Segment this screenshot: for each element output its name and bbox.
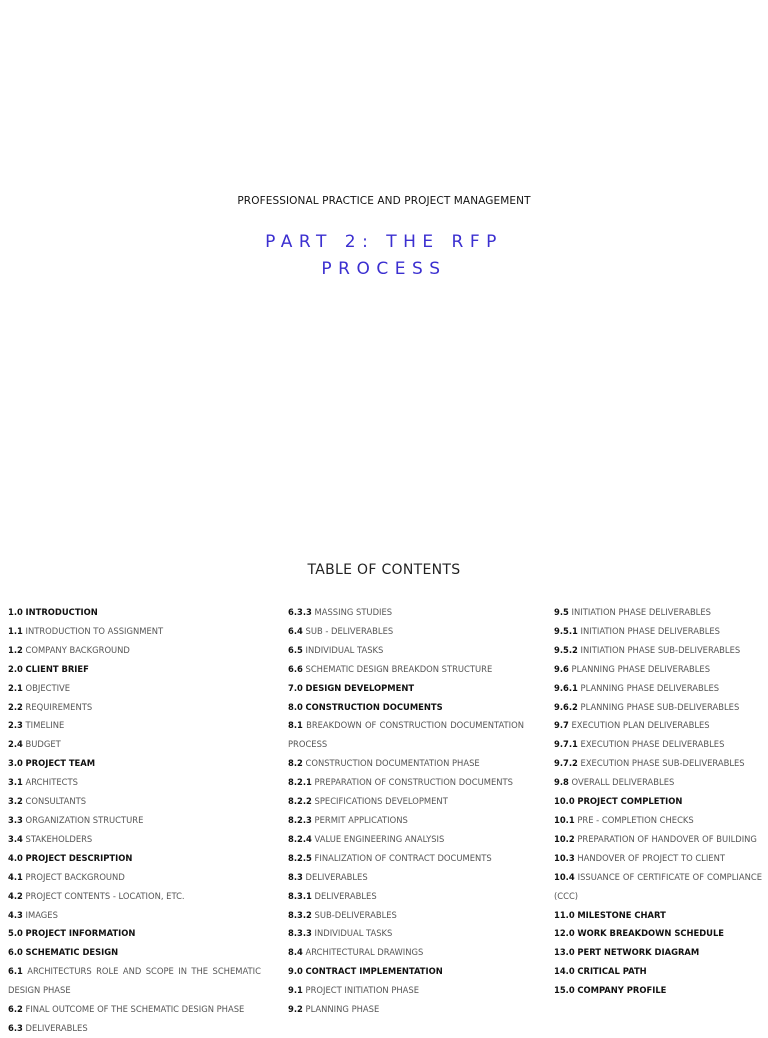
- toc-entry-number: 9.7.1: [554, 739, 578, 750]
- toc-entry: [554, 792, 762, 811]
- toc-entry-number: 1.2: [8, 644, 23, 655]
- toc-entry-label: PROJECT DESCRIPTION: [25, 852, 133, 863]
- toc-entry: [554, 679, 762, 698]
- toc-entry: [8, 603, 261, 622]
- toc-entry: [288, 773, 524, 792]
- toc-entry-number: 9.7.2: [554, 758, 578, 769]
- toc-entry: [8, 868, 261, 887]
- toc-entry-number: 11.0: [554, 909, 575, 920]
- toc-entry-label: SCHEMATIC DESIGN: [25, 947, 119, 958]
- toc-entry: [554, 849, 762, 868]
- toc-entry-label: SCHEMATIC DESIGN BREAKDON STRUCTURE: [305, 663, 493, 674]
- toc-entry: [554, 962, 762, 981]
- toc-entry-number: 5.0: [8, 928, 23, 939]
- toc-entry-label: HANDOVER OF PROJECT TO CLIENT: [577, 852, 725, 863]
- toc-entry-number: 1.0: [8, 607, 23, 617]
- toc-entry-number: 10.2: [554, 833, 575, 844]
- toc-entry-number: 6.3: [8, 1022, 23, 1033]
- toc-entry-label: FINAL OUTCOME OF THE SCHEMATIC DESIGN PHASE: [25, 1004, 245, 1015]
- toc-entry-number: 1.1: [8, 625, 23, 636]
- toc-entry: [8, 887, 261, 906]
- toc-entry-label: INTRODUCTION: [25, 607, 98, 617]
- toc-entry: [8, 849, 261, 868]
- toc-entry-label: PROJECT COMPLETION: [577, 796, 683, 807]
- toc-entry-number: 6.1: [8, 966, 23, 977]
- toc-entry-number: 8.2.2: [288, 796, 312, 807]
- toc-entry-number: 6.4: [288, 625, 303, 636]
- toc-entry-number: 2.0: [8, 663, 23, 674]
- toc-entry-label: IMAGES: [25, 909, 58, 920]
- toc-entry-label: CLIENT BRIEF: [25, 663, 89, 674]
- toc-entry: [288, 924, 524, 943]
- toc-entry: [554, 622, 762, 641]
- toc-entry-number: 6.2: [8, 1004, 23, 1015]
- toc-entry: [288, 754, 524, 773]
- toc-entry-number: 8.0: [288, 701, 303, 712]
- toc-entry-label: CONSTRUCTION DOCUMENTS: [305, 701, 443, 712]
- toc-entry: [8, 754, 261, 773]
- toc-entry-label: MASSING STUDIES: [314, 607, 393, 617]
- toc-entry-number: 3.3: [8, 814, 23, 825]
- toc-entry-label: CONSULTANTS: [25, 796, 87, 807]
- toc-entry-number: 8.2.3: [288, 814, 312, 825]
- toc-entry-number: 9.5: [554, 607, 569, 617]
- toc-entry: [288, 830, 524, 849]
- document-title-line-2: PROCESS: [321, 259, 447, 279]
- toc-entry-label: TIMELINE: [25, 720, 65, 731]
- toc-entry-number: 15.0: [554, 985, 575, 996]
- toc-entry-label: REQUIREMENTS: [25, 701, 93, 712]
- toc-entry-label: BREAKDOWN OF CONSTRUCTION DOCUMENTATION PROCESS: [288, 720, 524, 750]
- toc-entry-number: 3.2: [8, 796, 23, 807]
- toc-entry-number: 8.2.1: [288, 777, 312, 788]
- toc-entry-number: 10.1: [554, 814, 575, 825]
- toc-entry-number: 8.3.3: [288, 928, 312, 939]
- toc-entry: [554, 773, 762, 792]
- toc-entry-label: PREPARATION OF HANDOVER OF BUILDING: [577, 833, 757, 844]
- toc-entry: [288, 679, 524, 698]
- toc-entry-label: EXECUTION PLAN DELIVERABLES: [571, 720, 710, 731]
- toc-entry-label: PREPARATION OF CONSTRUCTION DOCUMENTS: [314, 777, 513, 788]
- toc-entry-number: 2.2: [8, 701, 23, 712]
- toc-entry-number: 3.4: [8, 833, 23, 844]
- toc-entry: [8, 962, 261, 1000]
- toc-entry-number: 6.0: [8, 947, 23, 958]
- toc-entry-number: 13.0: [554, 947, 575, 958]
- toc-entry-label: PERMIT APPLICATIONS: [314, 814, 408, 825]
- toc-entry: [554, 811, 762, 830]
- toc-column-1: [8, 603, 261, 1038]
- toc-entry-number: 4.2: [8, 890, 23, 901]
- toc-entry: [288, 641, 524, 660]
- toc-entry-label: INTRODUCTION TO ASSIGNMENT: [25, 625, 164, 636]
- toc-entry-label: PROJECT TEAM: [25, 758, 96, 769]
- toc-entry-label: CRITICAL PATH: [577, 966, 647, 977]
- toc-entry-number: 12.0: [554, 928, 575, 939]
- toc-entry: [288, 849, 524, 868]
- toc-entry: [554, 716, 762, 735]
- toc-entry-label: PROJECT INITIATION PHASE: [305, 985, 420, 996]
- toc-entry-label: DELIVERABLES: [314, 890, 377, 901]
- toc-entry-label: ARCHITECTURAL DRAWINGS: [305, 947, 424, 958]
- toc-entry-number: 6.3.3: [288, 607, 312, 617]
- toc-entry-number: 7.0: [288, 682, 303, 693]
- toc-entry-label: COMPANY BACKGROUND: [25, 644, 130, 655]
- toc-entry-number: 9.2: [288, 1004, 303, 1015]
- toc-column-3: [554, 603, 762, 1000]
- toc-entry-label: VALUE ENGINEERING ANALYSIS: [314, 833, 445, 844]
- toc-entry-number: 3.1: [8, 777, 23, 788]
- toc-entry-label: CONTRACT IMPLEMENTATION: [305, 966, 443, 977]
- toc-entry-number: 6.6: [288, 663, 303, 674]
- toc-entry-number: 2.1: [8, 682, 23, 693]
- toc-entry-number: 8.2: [288, 758, 303, 769]
- document-title-line-1: PART 2: THE RFP: [265, 232, 503, 252]
- toc-entry-label: SUB-DELIVERABLES: [314, 909, 397, 920]
- toc-entry-number: 8.3.2: [288, 909, 312, 920]
- toc-entry: [8, 924, 261, 943]
- toc-entry: [554, 660, 762, 679]
- toc-entry-label: CONSTRUCTION DOCUMENTATION PHASE: [305, 758, 480, 769]
- toc-entry-label: WORK BREAKDOWN SCHEDULE: [577, 928, 725, 939]
- toc-entry-number: 9.1: [288, 985, 303, 996]
- toc-entry-label: MILESTONE CHART: [577, 909, 666, 920]
- toc-entry-label: EXECUTION PHASE SUB-DELIVERABLES: [580, 758, 745, 769]
- toc-entry: [288, 1000, 524, 1019]
- toc-entry-number: 4.0: [8, 852, 23, 863]
- toc-entry-number: 8.4: [288, 947, 303, 958]
- toc-entry-label: PRE - COMPLETION CHECKS: [577, 814, 694, 825]
- toc-entry-label: PROJECT INFORMATION: [25, 928, 136, 939]
- toc-entry: [554, 906, 762, 925]
- toc-entry-label: FINALIZATION OF CONTRACT DOCUMENTS: [314, 852, 492, 863]
- toc-entry-number: 9.0: [288, 966, 303, 977]
- toc-entry: [288, 981, 524, 1000]
- toc-entry-number: 8.2.5: [288, 852, 312, 863]
- toc-entry: [288, 622, 524, 641]
- toc-entry-label: PLANNING PHASE SUB-DELIVERABLES: [580, 701, 740, 712]
- toc-entry-label: INDIVIDUAL TASKS: [305, 644, 384, 655]
- toc-entry-label: ORGANIZATION STRUCTURE: [25, 814, 144, 825]
- toc-entry: [8, 698, 261, 717]
- toc-entry: [554, 603, 762, 622]
- toc-entry-label: PLANNING PHASE: [305, 1004, 380, 1015]
- toc-entry-number: 10.4: [554, 871, 575, 882]
- toc-entry-label: INITIATION PHASE DELIVERABLES: [580, 625, 720, 636]
- toc-entry-label: DELIVERABLES: [305, 871, 368, 882]
- toc-entry-number: 9.8: [554, 777, 569, 788]
- toc-entry-number: 3.0: [8, 758, 23, 769]
- toc-entry-label: COMPANY PROFILE: [577, 985, 667, 996]
- document-subtitle: PROFESSIONAL PRACTICE AND PROJECT MANAGEMENT: [237, 195, 531, 207]
- toc-entry-label: ARCHITECTURS ROLE AND SCOPE IN THE SCHEMATIC DESIGN PHASE: [8, 966, 261, 996]
- toc-entry-number: 2.4: [8, 739, 23, 750]
- toc-entry: [554, 981, 762, 1000]
- toc-entry: [8, 830, 261, 849]
- toc-entry-label: DELIVERABLES: [25, 1022, 88, 1033]
- toc-entry: [554, 830, 762, 849]
- toc-entry: [288, 868, 524, 887]
- toc-entry-number: 6.5: [288, 644, 303, 655]
- toc-entry-label: OBJECTIVE: [25, 682, 71, 693]
- toc-entry: [288, 660, 524, 679]
- toc-entry-number: 9.5.2: [554, 644, 578, 655]
- toc-entry-label: PLANNING PHASE DELIVERABLES: [571, 663, 711, 674]
- toc-entry: [8, 1000, 261, 1019]
- document-title: [0, 229, 768, 283]
- toc-entry-number: 10.3: [554, 852, 575, 863]
- toc-entry: [288, 603, 524, 622]
- toc-entry-number: 4.1: [8, 871, 23, 882]
- toc-entry-number: 8.3: [288, 871, 303, 882]
- toc-entry-label: PROJECT CONTENTS - LOCATION, ETC.: [25, 890, 185, 901]
- toc-entry-number: 8.2.4: [288, 833, 312, 844]
- toc-entry: [288, 962, 524, 981]
- toc-entry: [8, 792, 261, 811]
- toc-entry-number: 8.1: [288, 720, 303, 731]
- toc-entry-number: 9.5.1: [554, 625, 578, 636]
- toc-entry-label: SPECIFICATIONS DEVELOPMENT: [314, 796, 448, 807]
- toc-entry: [8, 735, 261, 754]
- toc-entry-label: BUDGET: [25, 739, 61, 750]
- toc-entry-label: OVERALL DELIVERABLES: [571, 777, 675, 788]
- toc-entry-number: 9.7: [554, 720, 569, 731]
- toc-entry: [288, 943, 524, 962]
- toc-entry-label: ISSUANCE OF CERTIFICATE OF COMPLIANCE (CCC): [554, 871, 762, 901]
- toc-entry: [288, 698, 524, 717]
- toc-entry: [8, 622, 261, 641]
- toc-entry: [288, 887, 524, 906]
- toc-entry-label: SUB - DELIVERABLES: [305, 625, 394, 636]
- toc-entry-number: 8.3.1: [288, 890, 312, 901]
- toc-entry-label: ARCHITECTS: [25, 777, 78, 788]
- toc-entry: [8, 641, 261, 660]
- toc-entry-label: INITIATION PHASE DELIVERABLES: [571, 607, 711, 617]
- toc-entry-number: 4.3: [8, 909, 23, 920]
- toc-entry: [288, 792, 524, 811]
- toc-heading: TABLE OF CONTENTS: [307, 562, 461, 578]
- toc-entry-label: PERT NETWORK DIAGRAM: [577, 947, 700, 958]
- toc-entry-number: 9.6.1: [554, 682, 578, 693]
- toc-entry: [554, 924, 762, 943]
- toc-entry-label: PROJECT BACKGROUND: [25, 871, 125, 882]
- toc-entry: [288, 716, 524, 754]
- toc-entry: [288, 811, 524, 830]
- toc-entry-label: DESIGN DEVELOPMENT: [305, 682, 415, 693]
- toc-entry-number: 2.3: [8, 720, 23, 731]
- toc-entry-number: 10.0: [554, 796, 575, 807]
- toc-entry-number: 14.0: [554, 966, 575, 977]
- toc-entry-label: STAKEHOLDERS: [25, 833, 93, 844]
- toc-entry: [8, 660, 261, 679]
- toc-column-2: [288, 603, 524, 1019]
- toc-entry-label: EXECUTION PHASE DELIVERABLES: [580, 739, 725, 750]
- toc-entry: [554, 868, 762, 906]
- toc-entry: [554, 735, 762, 754]
- toc-entry: [8, 716, 261, 735]
- toc-entry: [554, 754, 762, 773]
- toc-entry: [8, 906, 261, 925]
- toc-entry: [554, 641, 762, 660]
- toc-entry-number: 9.6.2: [554, 701, 578, 712]
- toc-entry-label: INDIVIDUAL TASKS: [314, 928, 393, 939]
- toc-entry: [8, 1019, 261, 1038]
- toc-entry: [8, 773, 261, 792]
- toc-entry: [554, 698, 762, 717]
- toc-entry: [8, 943, 261, 962]
- toc-entry-label: INITIATION PHASE SUB-DELIVERABLES: [580, 644, 741, 655]
- toc-entry-label: PLANNING PHASE DELIVERABLES: [580, 682, 720, 693]
- toc-entry-number: 9.6: [554, 663, 569, 674]
- toc-entry: [8, 679, 261, 698]
- toc-entry: [554, 943, 762, 962]
- toc-entry: [288, 906, 524, 925]
- toc-entry: [8, 811, 261, 830]
